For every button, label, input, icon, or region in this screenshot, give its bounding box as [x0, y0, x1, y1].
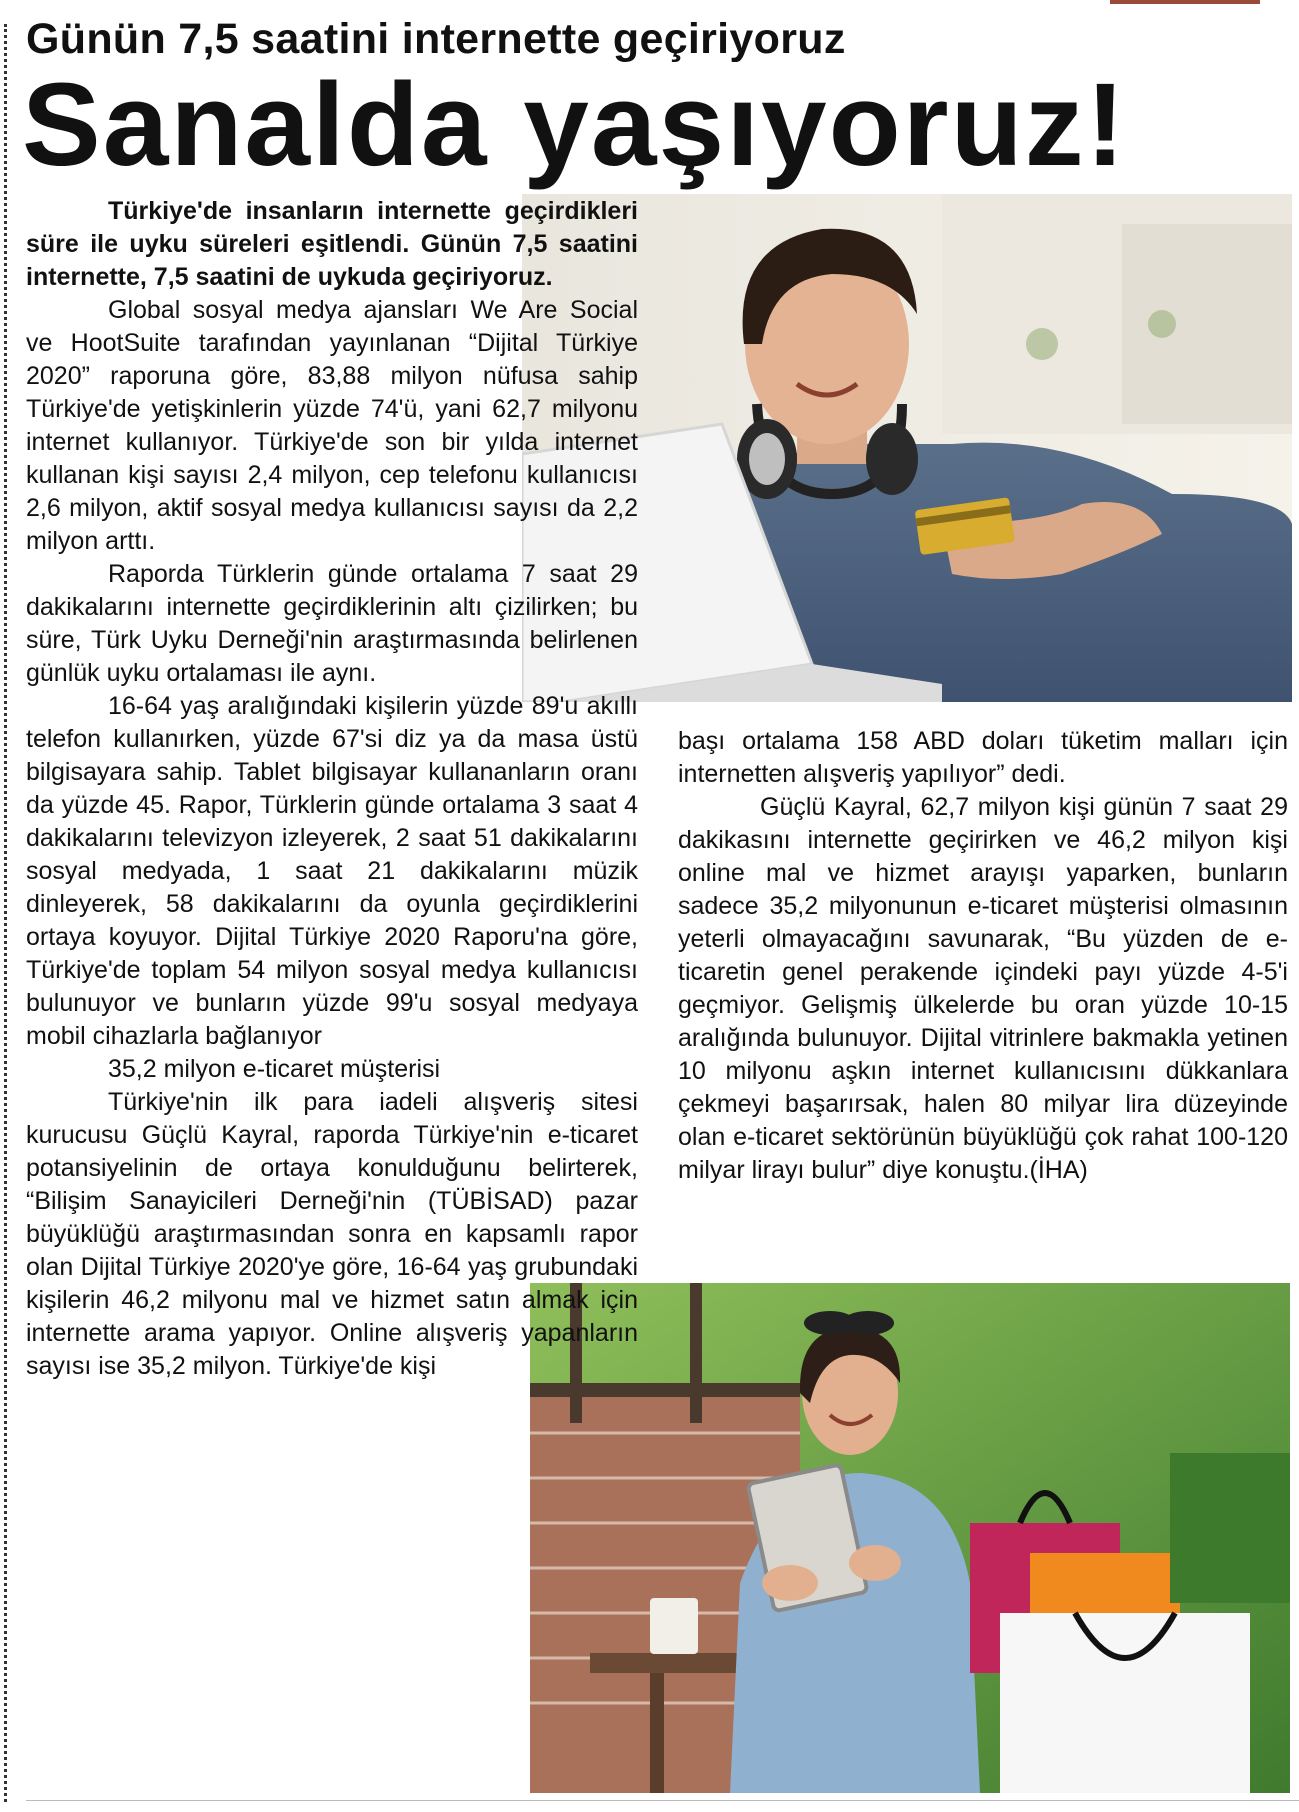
article-column-1: [26, 195, 638, 1383]
article-paragraph: Global sosyal medya ajansları We Are Social ve HootSuite tarafından yayınlanan “Dijital Türkiye 2020” raporuna göre, 83,88 milyon nüfusa sahip Türkiye'de yetişkinlerin yüzde 74'ü, yani 62,7 milyonu internet kullanıyor. Türkiye'de son bir yılda internet kullanan kişi sayısı 2,4 milyon, cep telefonu kullanıcısı 2,6 milyon, aktif sosyal medya kullanıcısı sayısı da 2,2 milyon arttı.: [26, 296, 638, 555]
photo-woman-tablet-shopping-bags: [530, 1283, 1290, 1793]
bottom-divider: [26, 1800, 1299, 1801]
article-headline: Sanalda yaşıyoruz!: [22, 59, 1127, 191]
article-paragraph: başı ortalama 158 ABD doları tüketim malları için internetten alışveriş yapılıyor” dedi.: [678, 727, 1288, 788]
article-paragraph: Türkiye'nin ilk para iadeli alışveriş sitesi kurucusu Güçlü Kayral, raporda Türkiye'nin e-ticaret potansiyelinin de ortaya konulduğunu belirterek, “Bilişim Sanayicileri Derneği'nin (TÜBİSAD) pazar büyüklüğü araştırmasından sonra en kapsamlı rapor olan Dijital Türkiye 2020'ye göre, 16-64 yaş grubundaki kişilerin 46,2 milyonu mal ve hizmet satın almak için internette arama yapıyor. Online alışveriş yapanların sayısı ise 35,2 milyon. Türkiye'de kişi: [26, 1088, 638, 1380]
top-accent-line: [1110, 0, 1260, 4]
article-subheading: 35,2 milyon e-ticaret müşterisi: [108, 1055, 441, 1083]
article-paragraph: 16-64 yaş aralığındaki kişilerin yüzde 89'u akıllı telefon kullanırken, yüzde 67'si diz ya da masa üstü bilgisayara sahip. Tablet bilgisayar kullananların oranı da yüzde 45. Rapor, Türklerin günde ortalama 3 saat 4 dakikalarını televizyon izleyerek, 2 saat 51 dakikalarını sosyal medyada, 1 saat 21 dakikalarını müzik dinleyerek, 58 dakikalarını da oyunla geçirdiklerini ortaya koyuyor. Dijital Türkiye 2020 Raporu'na göre, Türkiye'de toplam 54 milyon sosyal medya kullanıcısı bulunuyor ve bunların yüzde 99'u sosyal medyaya mobil cihazlarla bağlanıyor: [26, 692, 638, 1050]
article-paragraph: Raporda Türklerin günde ortalama 7 saat 29 dakikalarını internette geçirdiklerinin altı çizilirken; bu süre, Türk Uyku Derneği'nin araştırmasında belirlenen günlük uyku ortalaması ile aynı.: [26, 560, 638, 687]
article-lead: Türkiye'de insanların internette geçirdikleri süre ile uyku süreleri eşitlendi. Günün 7,5 saatini internette, 7,5 saatini de uykuda geçiriyoruz.: [26, 197, 638, 291]
article-paragraph: Güçlü Kayral, 62,7 milyon kişi günün 7 saat 29 dakikasını internette geçirirken ve 46,2 milyon kişi online mal ve hizmet arayışı yaparken, bunların sadece 35,2 milyonunun e-ticaret müşterisi olmasının yeterli olmayacağını savunarak, “Bu yüzden de e-ticaretin genel perakende içindeki payı yüzde 4-5'i geçmiyor. Gelişmiş ülkelerde bu oran yüzde 10-15 aralığında bulunuyor. Dijital vitrinlere bakmakla yetinen 10 milyonu aşkın internet kullanıcısını dükkanlara çekmeyi başarırsak, halen 80 milyar lira düzeyinde olan e-ticaret sektörünün büyüklüğü çok rahat 100-120 milyar lirayı bulur” diye konuştu.(İHA): [678, 793, 1288, 1184]
article-kicker: Günün 7,5 saatini internette geçiriyoruz: [26, 15, 846, 63]
article-column-2: [678, 725, 1288, 1187]
dotted-column-rule: [4, 24, 7, 1802]
